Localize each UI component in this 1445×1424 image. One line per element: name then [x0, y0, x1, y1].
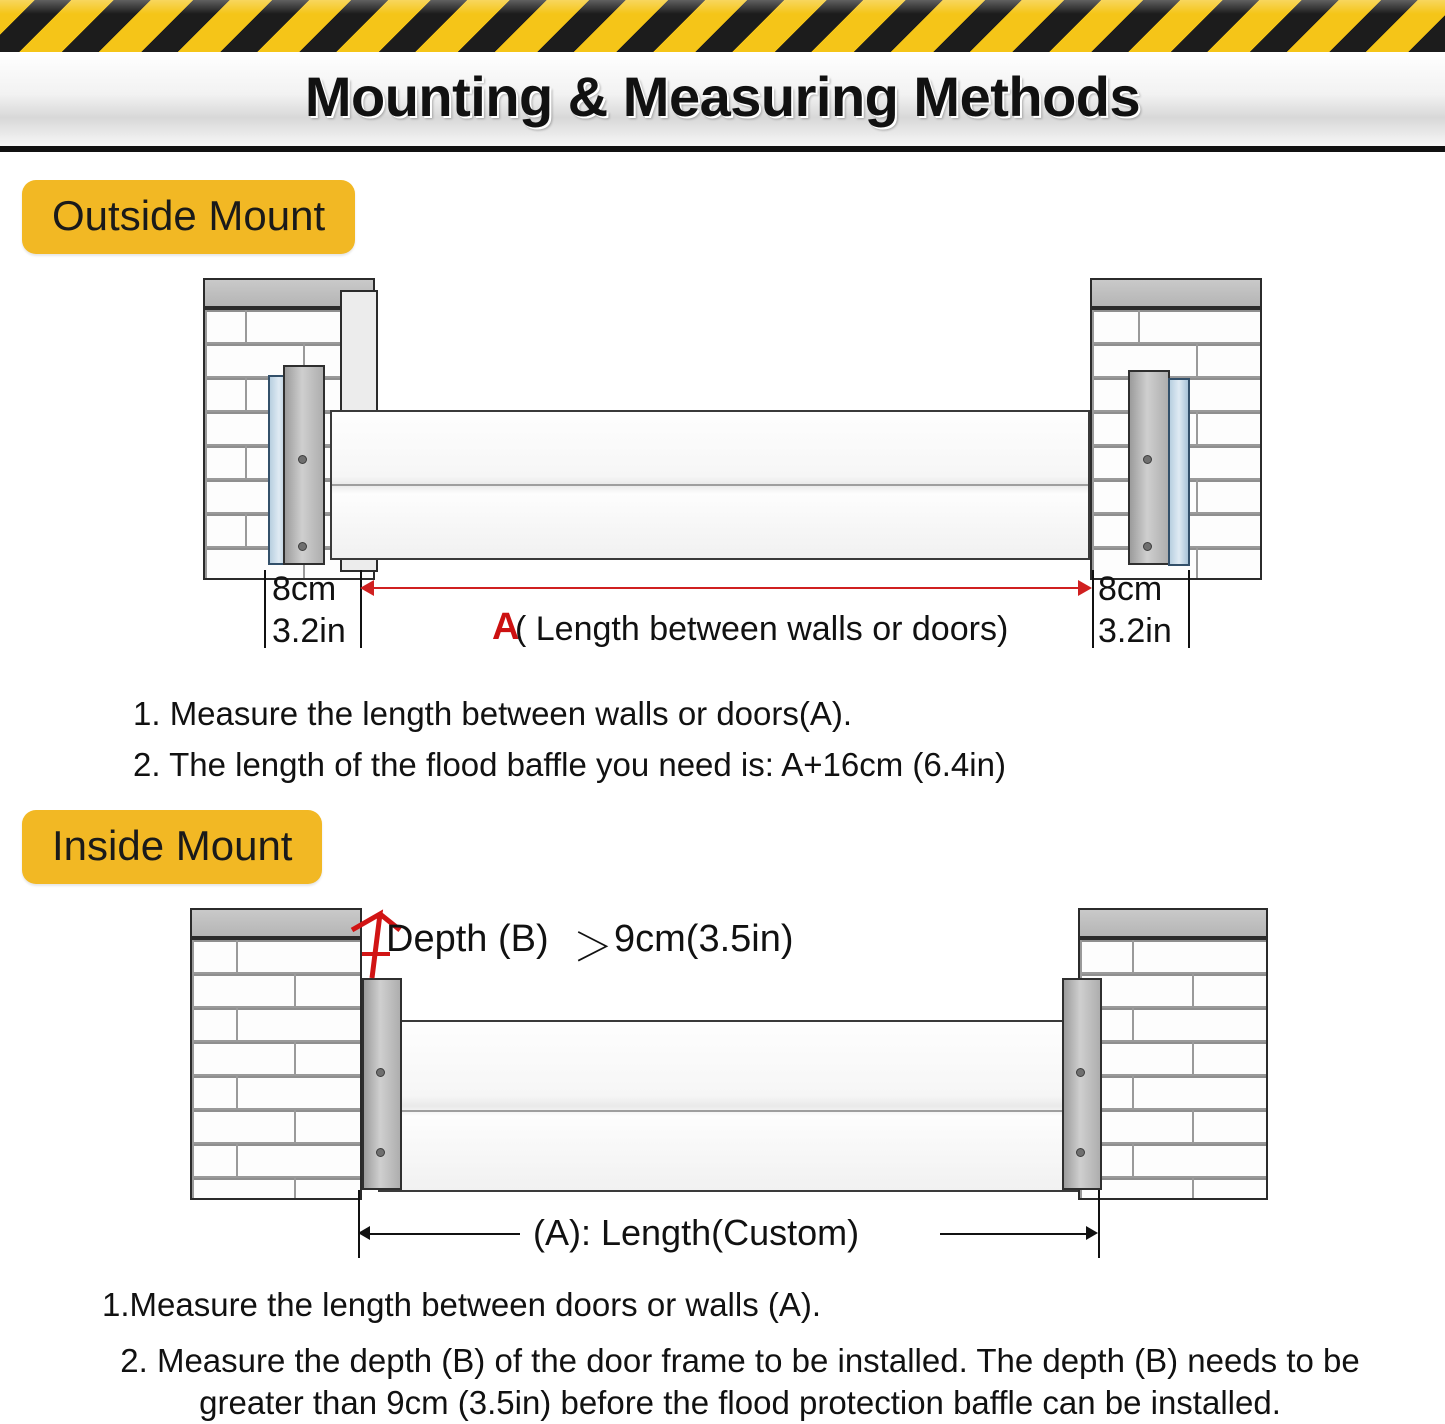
- inside-right-wall: [1078, 938, 1268, 1200]
- span-dimension-line: [372, 587, 1080, 589]
- inside-flood-baffle-panel: [378, 1020, 1078, 1192]
- right-mounting-bracket: [1128, 370, 1170, 565]
- right-bracket-screw-top: [1143, 455, 1152, 464]
- inside-length-arrow-left: [358, 1226, 370, 1240]
- right-gap-cm-label: 8cm: [1098, 570, 1163, 608]
- page-title: Mounting & Measuring Methods: [304, 64, 1141, 128]
- left-gap-in-label: 3.2in: [272, 612, 346, 650]
- inside-right-wall-cap: [1078, 908, 1268, 938]
- flood-baffle-panel: [330, 410, 1090, 560]
- inside-instruction-1: 1.Measure the length between doors or walls (A).: [102, 1286, 822, 1323]
- right-bracket-screw-bottom: [1143, 542, 1152, 551]
- inside-length-arrow-right: [1086, 1226, 1098, 1240]
- left-bracket-screw-top: [298, 455, 307, 464]
- section-label-inside-mount: Inside Mount: [22, 810, 322, 884]
- inside-right-screw-bottom: [1076, 1148, 1085, 1157]
- right-gap-in-label: 3.2in: [1098, 612, 1172, 650]
- inside-left-bracket: [362, 978, 402, 1190]
- hazard-stripe-decoration: [0, 0, 1445, 55]
- depth-value: 9cm(3.5in): [614, 918, 794, 960]
- baffle-right-tick: [1092, 570, 1094, 648]
- inside-left-screw-bottom: [376, 1148, 385, 1157]
- span-arrow-left: [360, 580, 374, 596]
- inside-left-screw-top: [376, 1068, 385, 1077]
- inside-left-extent-tick: [358, 1190, 360, 1258]
- dimension-description: ( Length between walls or doors): [515, 610, 1009, 648]
- inside-left-wall-cap: [190, 908, 362, 938]
- right-extent-tick: [1188, 570, 1190, 648]
- left-bracket-screw-bottom: [298, 542, 307, 551]
- left-mounting-bracket: [283, 365, 325, 565]
- dimension-letter-a: A: [492, 606, 520, 648]
- inside-length-line-left: [370, 1233, 520, 1235]
- outside-instruction-2: 2. The length of the flood baffle you need is: A+16cm (6.4in): [133, 746, 1006, 783]
- diagram-outside-mount: [0, 270, 1445, 660]
- depth-label: Depth (B): [386, 918, 549, 960]
- depth-comparator: ＞: [573, 926, 613, 970]
- title-bar: [0, 52, 1445, 152]
- left-gap-cm-label: 8cm: [272, 570, 337, 608]
- diagram-inside-mount: [0, 900, 1445, 1270]
- section-label-outside-mount: Outside Mount: [22, 180, 355, 254]
- right-bracket-seal: [1168, 378, 1190, 566]
- inside-length-line-right: [940, 1233, 1090, 1235]
- inside-right-bracket: [1062, 978, 1102, 1190]
- inside-right-extent-tick: [1098, 1190, 1100, 1258]
- header-banner: [0, 0, 1445, 155]
- inside-right-screw-top: [1076, 1068, 1085, 1077]
- inside-left-wall: [190, 938, 362, 1200]
- outside-instruction-1: 1. Measure the length between walls or doors(A).: [133, 695, 853, 732]
- left-extent-tick: [264, 570, 266, 648]
- inside-length-label: (A): Length(Custom): [533, 1212, 860, 1253]
- span-arrow-right: [1078, 580, 1092, 596]
- inside-instruction-2: 2. Measure the depth (B) of the door frame to be installed. The depth (B) needs to be greater than 9cm (3.5in) before the flood protection baffle can be installed.: [120, 1342, 1360, 1422]
- right-wall-cap: [1090, 278, 1262, 308]
